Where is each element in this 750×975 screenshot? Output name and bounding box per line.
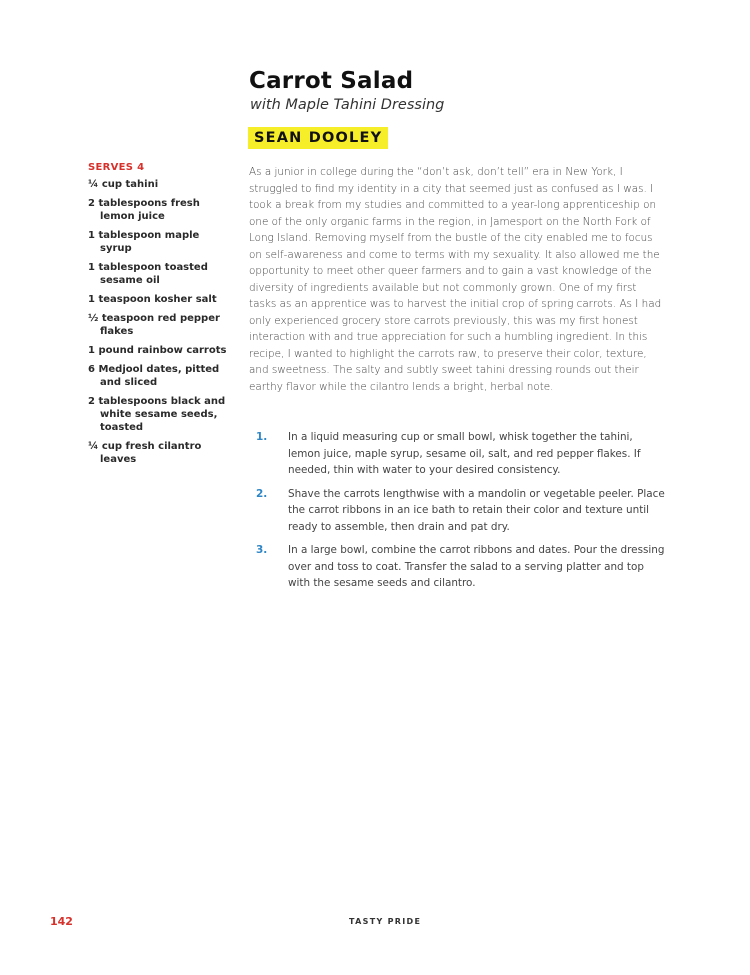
- ingredient-item: 1 pound rainbow carrots: [88, 345, 227, 356]
- ingredient-list: [88, 178, 233, 466]
- author-name: SEAN DOOLEY: [248, 127, 388, 149]
- step-number: 3.: [256, 544, 268, 556]
- ingredient-item: ½ teaspoon red pepper flakes: [88, 313, 220, 337]
- ingredient-item: 1 tablespoon toasted sesame oil: [88, 262, 208, 286]
- step-number: 1.: [256, 431, 268, 443]
- step-text: In a large bowl, combine the carrot ribbons and dates. Pour the dressing over and toss to coat. Transfer the salad to a serving platter and top with the sesame seeds and cilantro.: [288, 544, 665, 589]
- ingredients-sidebar: [88, 162, 233, 472]
- step-item: [256, 542, 666, 592]
- method-steps: [256, 429, 666, 599]
- ingredient-item: 2 tablespoons black and white sesame seeds, toasted: [88, 396, 226, 433]
- recipe-subtitle: with Maple Tahini Dressing: [250, 97, 445, 113]
- ingredient-item: 2 tablespoons fresh lemon juice: [88, 198, 200, 222]
- ingredient-item: ¼ cup tahini: [88, 179, 159, 190]
- step-text: Shave the carrots lengthwise with a mandolin or vegetable peeler. Place the carrot ribbons in an ice bath to retain their color and texture until ready to assemble, then drain and pat dry.: [288, 487, 665, 533]
- recipe-title: Carrot Salad: [249, 68, 414, 94]
- ingredient-item: 1 teaspoon kosher salt: [88, 294, 217, 305]
- ingredient-item: 6 Medjool dates, pitted and sliced: [88, 364, 220, 388]
- step-item: [256, 486, 666, 536]
- ingredient-item: ¼ cup fresh cilantro leaves: [88, 441, 202, 465]
- step-number: 2.: [256, 487, 268, 500]
- ingredient-item: 1 tablespoon maple syrup: [88, 230, 200, 254]
- running-head: TASTY PRIDE: [349, 917, 422, 926]
- intro-paragraph: As a junior in college during the “don’t ask, don’t tell” era in New York, I struggled to find my identity in a city that seemed just as confused as I was. I took a break from my studies and committed to a year-long apprenticeship on one of the only organic farms in the region, in Jamesport on the North Fork of Long Island. Removing myself from the bustle of the city enabled me to focus on self-awareness and come to terms with my sexuality. It also allowed me the opportunity to meet other queer farmers and to gain a vast knowledge of the diversity of ingredients available but not commonly grown. One of my first tasks as an apprentice was to harvest the initial crop of spring carrots. As I had only experienced grocery store carrots previously, this was my first honest interaction with and true appreciation for such a humbling ingredient. In this recipe, I wanted to highlight the carrots raw, to preserve their color, texture, and sweetness. The salty and subtly sweet tahini dressing rounds out their earthy flavor while the cilantro lends a bright, herbal note.: [249, 166, 662, 393]
- step-text: In a liquid measuring cup or small bowl, whisk together the tahini, lemon juice, maple syrup, sesame oil, salt, and red pepper flakes. If needed, thin with water to your desired consistency.: [288, 431, 641, 476]
- step-item: [256, 429, 666, 479]
- page-number: 142: [50, 915, 73, 928]
- serves-label: SERVES 4: [88, 162, 145, 173]
